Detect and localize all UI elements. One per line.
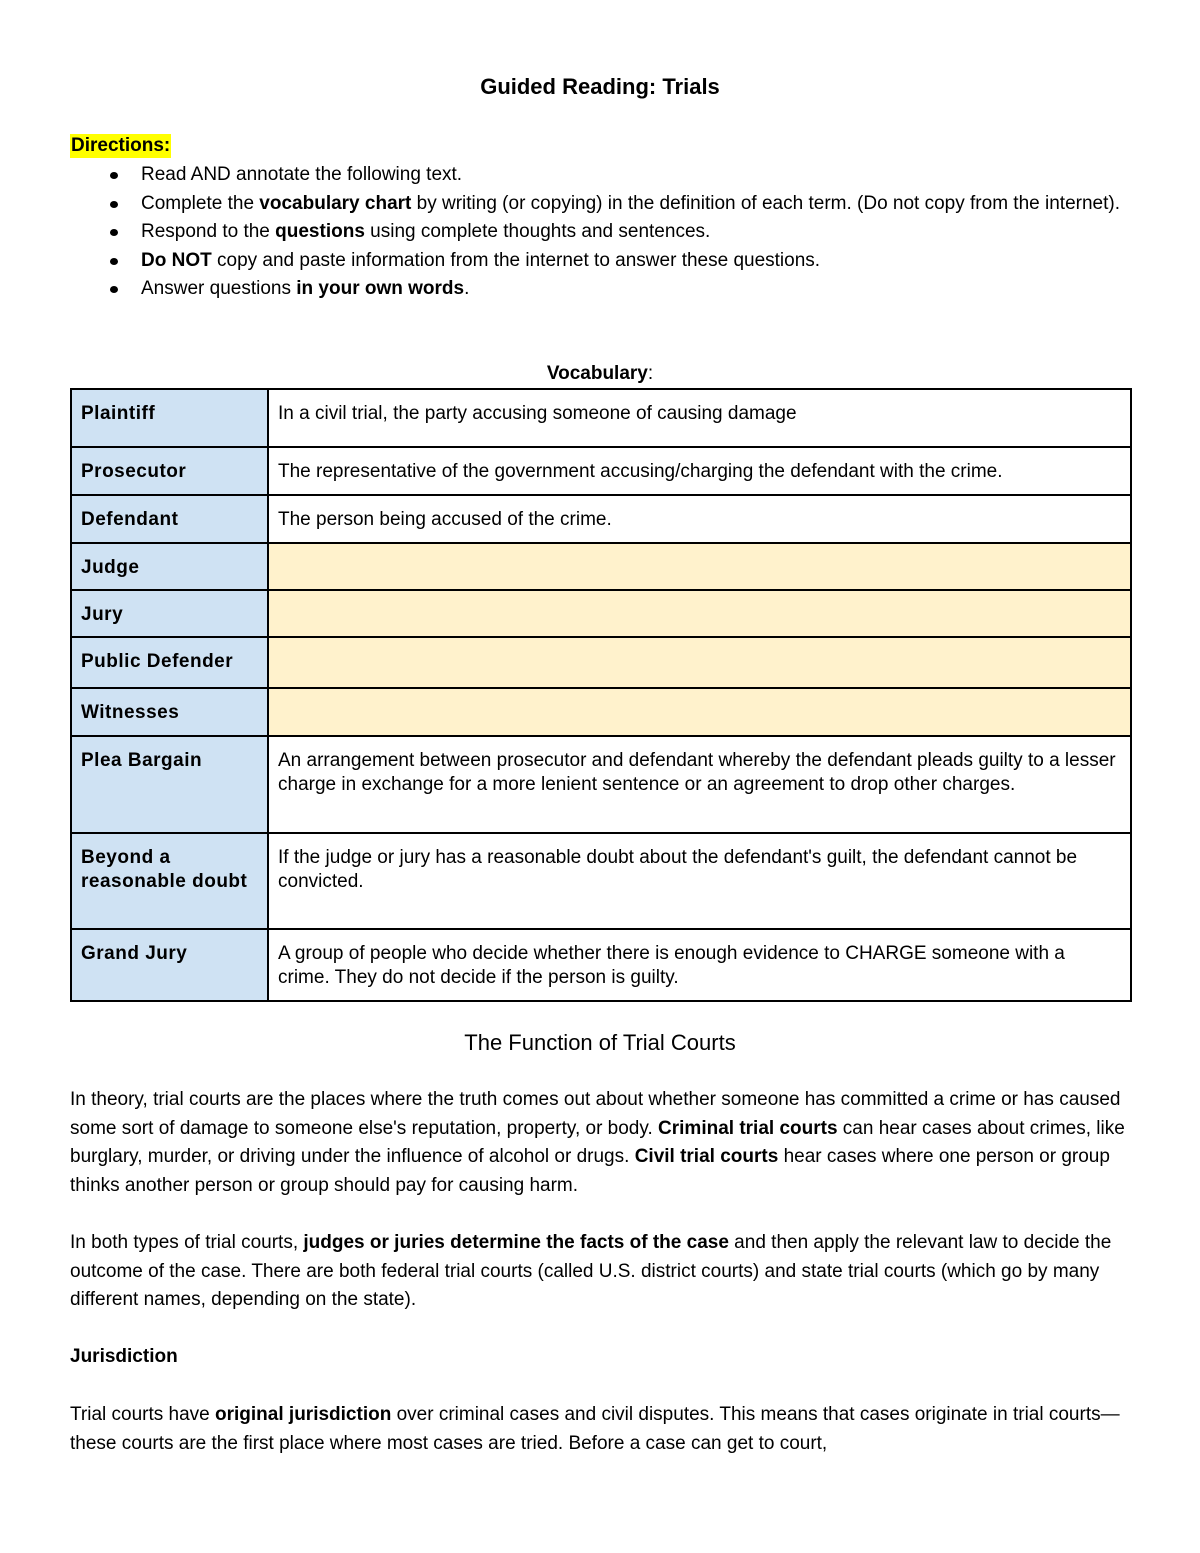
text-run: over criminal cases and civil disputes. This means that cases originate in trial courts—these courts are the first place where most cases are tried. Before a case can get to court, [70, 1404, 1120, 1454]
vocab-definition: A group of people who decide whether there is enough evidence to CHARGE someone with a crime. They do not decide if the person is guilty. [268, 929, 1131, 1001]
text-run: by writing (or copying) in the definition of each term. (Do not copy from the internet). [411, 192, 1120, 214]
bold-text-run: vocabulary chart [259, 192, 412, 214]
directions-label: Directions: [71, 135, 171, 156]
table-row [71, 590, 1131, 637]
bold-text-run: Criminal trial courts [658, 1117, 838, 1139]
bold-text-run: original jurisdiction [215, 1404, 392, 1425]
text-run: hear cases where one person or group thinks another person or group should pay for causing harm. [70, 1146, 1110, 1196]
table-row [71, 495, 1131, 543]
jurisdiction-heading: Jurisdiction [70, 1346, 178, 1367]
vocab-term: Jury [71, 590, 268, 637]
text-run: using complete thoughts and sentences. [364, 221, 711, 242]
table-row [71, 688, 1131, 736]
text-run: Read AND annotate the following text. [141, 164, 463, 185]
vocab-term: Plea Bargain [71, 736, 268, 833]
table-row [71, 929, 1131, 1001]
vocabulary-heading-colon: : [647, 363, 654, 384]
vocab-term: Witnesses [71, 688, 268, 736]
vocab-definition-blank[interactable] [268, 688, 1131, 736]
bold-text-run: in your own words [296, 278, 465, 299]
text-run: In theory, trial courts are the places where the truth comes out about whether someone has committed a crime or has caused some sort of damage to someone else's reputation, property, or body. [70, 1089, 1121, 1139]
table-row [71, 447, 1131, 495]
vocab-definition: In a civil trial, the party accusing someone of causing damage [268, 389, 1131, 447]
bold-text-run: questions [275, 221, 365, 242]
text-run: Respond to the [141, 221, 276, 242]
direction-item [70, 275, 1135, 304]
bold-text-run: Civil trial courts [634, 1146, 779, 1168]
section-title: The Function of Trial Courts [464, 1030, 736, 1055]
text-run: copy and paste information from the internet to answer these questions. [211, 249, 821, 271]
text-run: Trial courts have [70, 1404, 216, 1425]
vocab-definition: The representative of the government accusing/charging the defendant with the crime. [268, 447, 1131, 495]
document-title: Guided Reading: Trials [480, 74, 720, 99]
vocab-definition-blank[interactable] [268, 543, 1131, 590]
table-row [71, 543, 1131, 590]
text-run: Answer questions [141, 278, 297, 299]
vocab-term: Defendant [71, 495, 268, 543]
direction-item [70, 161, 1135, 190]
vocab-term: Judge [71, 543, 268, 590]
vocab-term: Prosecutor [71, 447, 268, 495]
direction-item [70, 247, 1135, 276]
direction-item [70, 190, 1135, 219]
vocab-term: Beyond a reasonable doubt [71, 833, 268, 929]
bold-text-run: judges or juries determine the facts of the case [303, 1232, 729, 1253]
body-paragraph [70, 1086, 1135, 1200]
vocab-term: Grand Jury [71, 929, 268, 1001]
text-run: can hear cases about crimes, like burglary, murder, or driving under the influence of alcohol or drugs. [70, 1117, 1125, 1168]
vocab-definition-blank[interactable] [268, 590, 1131, 637]
vocabulary-heading [0, 362, 1200, 386]
text-run: Complete the [141, 192, 260, 214]
vocabulary-heading-text: Vocabulary [546, 363, 648, 384]
table-row [71, 637, 1131, 688]
vocabulary-table [70, 388, 1132, 1002]
table-row [71, 736, 1131, 833]
vocab-definition: The person being accused of the crime. [268, 495, 1131, 543]
text-run: In both types of trial courts, [70, 1232, 304, 1253]
vocab-term: Plaintiff [71, 389, 268, 447]
body-paragraph [70, 1229, 1135, 1315]
directions-list [70, 161, 1135, 304]
bold-text-run: Do NOT [141, 249, 212, 271]
text-run: . [464, 278, 470, 299]
body-paragraph [70, 1401, 1135, 1458]
vocab-definition: An arrangement between prosecutor and defendant whereby the defendant pleads guilty to a lesser charge in exchange for a more lenient sentence or an agreement to drop other charges. [268, 736, 1131, 833]
text-run: and then apply the relevant law to decide the outcome of the case. There are both federal trial courts (called U.S. district courts) and state trial courts (which go by many different names, depending on the state). [70, 1232, 1112, 1311]
vocab-definition: If the judge or jury has a reasonable doubt about the defendant's guilt, the defendant cannot be convicted. [268, 833, 1131, 929]
vocab-definition-blank[interactable] [268, 637, 1131, 688]
table-row [71, 389, 1131, 447]
direction-item [70, 218, 1135, 247]
table-row [71, 833, 1131, 929]
vocab-term: Public Defender [71, 637, 268, 688]
